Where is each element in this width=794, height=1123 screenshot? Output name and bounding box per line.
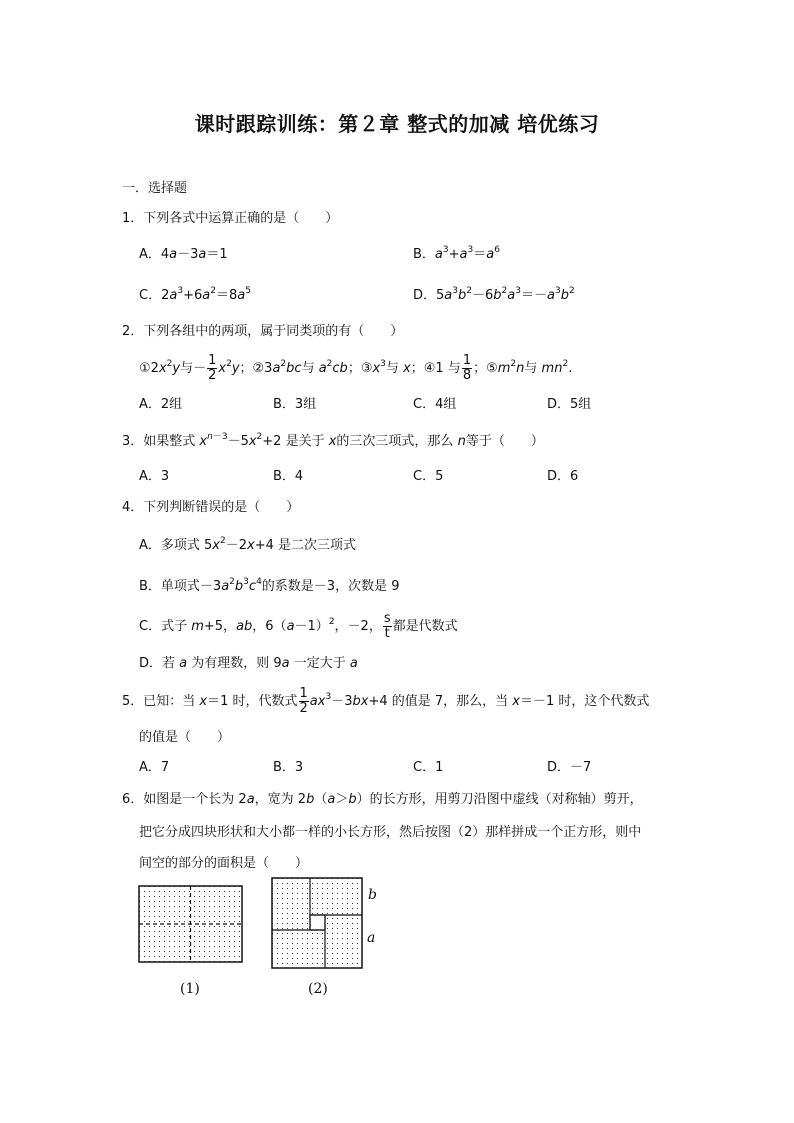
fraction-half: $\frac{1}{2}$	[208, 353, 217, 383]
q2-option-d[interactable]: D．5组	[547, 397, 592, 412]
figure-2-square	[270, 876, 366, 972]
q5-option-b[interactable]: B．3	[273, 760, 304, 775]
q4-option-c[interactable]: C．式子 m+5，ab，$6(a-1)^2$，－2， $\frac{s}{t}$ 都是代数式	[139, 611, 458, 641]
fraction-s-over-t: $\frac{s}{t}$	[383, 611, 391, 641]
section-heading: 一．选择题	[122, 181, 188, 196]
question-5-stem-line2: 的值是（ ）	[139, 730, 231, 745]
q3-option-c[interactable]: C．5	[413, 469, 444, 484]
figure-2-label-a: a	[367, 930, 376, 946]
q1-option-d[interactable]: D．$5a^3b^2-6b^2a^3=-a^3b^2$	[413, 286, 575, 303]
q2-option-a[interactable]: A．2组	[139, 397, 183, 412]
q2-items: $①2x^2y$与－ $\frac{1}{2}$ $x^2y$；$②3a^2bc$与 $a^2cb$；$③x^3$与 x；④1 与 $\frac{1}{8}$ ；$⑤m^2n$与 $mn^2$.	[139, 353, 573, 383]
question-1-stem: 1．下列各式中运算正确的是（ ）	[122, 211, 339, 226]
figure-2-caption: (2)	[308, 981, 328, 997]
figure-2-label-b: b	[368, 887, 377, 903]
q2-option-c[interactable]: C．4组	[413, 397, 457, 412]
q3-option-d[interactable]: D．6	[547, 469, 579, 484]
question-5-stem-line1: 5．已知：当 x＝1 时，代数式 $\frac{1}{2}$ $ax^3-3bx+4$ 的值是 7，那么，当 x＝－1 时，这个代数式	[122, 686, 650, 716]
q1-option-a[interactable]: A．4a－3a＝1	[139, 247, 228, 262]
page-title: 课时跟踪训练：第２章 整式的加减 培优练习	[194, 112, 600, 136]
q3-option-b[interactable]: B．4	[273, 469, 304, 484]
q4-option-d[interactable]: D．若 a 为有理数，则 9a 一定大于 a	[139, 656, 358, 671]
figure-1-caption: (1)	[180, 981, 200, 997]
question-2-stem: 2．下列各组中的两项，属于同类项的有（ ）	[122, 324, 404, 339]
fraction-half-q5: $\frac{1}{2}$	[299, 686, 308, 716]
q5-option-a[interactable]: A．7	[139, 760, 170, 775]
q4-option-b[interactable]: B．单项式$-3a^2b^3c^4$的系数是－3，次数是 9	[139, 577, 400, 594]
question-3-stem: 3．如果整式 $x^{n-3}-5x^2+2$ 是关于 x的三次三项式，那么 n等于（ ）	[122, 432, 544, 449]
question-6-stem-line3: 间空的部分的面积是（ ）	[139, 856, 309, 871]
fraction-eighth: $\frac{1}{8}$	[462, 353, 472, 383]
q5-option-d[interactable]: D．－7	[547, 760, 592, 775]
q4-option-a[interactable]: A．多项式 $5x^2-2x+4$ 是二次三项式	[139, 536, 357, 553]
q3-option-a[interactable]: A．3	[139, 469, 170, 484]
question-6-stem-line2: 把它分成四块形状和大小都一样的小长方形，然后按图（2）那样拼成一个正方形，则中	[139, 825, 642, 840]
q1-option-c[interactable]: C．$2a^3+6a^2=8a^5$	[139, 286, 251, 303]
q2-option-b[interactable]: B．3组	[273, 397, 317, 412]
q1-option-b[interactable]: B．$a^3+a^3=a^6$	[413, 245, 500, 262]
question-6-stem-line1: 6．如图是一个长为 2a，宽为 2b（a＞b）的长方形，用剪刀沿图中虚线（对称轴）剪开，	[122, 792, 643, 807]
figure-1-rectangle	[137, 884, 245, 966]
question-4-stem: 4．下列判断错误的是（ ）	[122, 500, 300, 515]
q5-option-c[interactable]: C．1	[413, 760, 444, 775]
